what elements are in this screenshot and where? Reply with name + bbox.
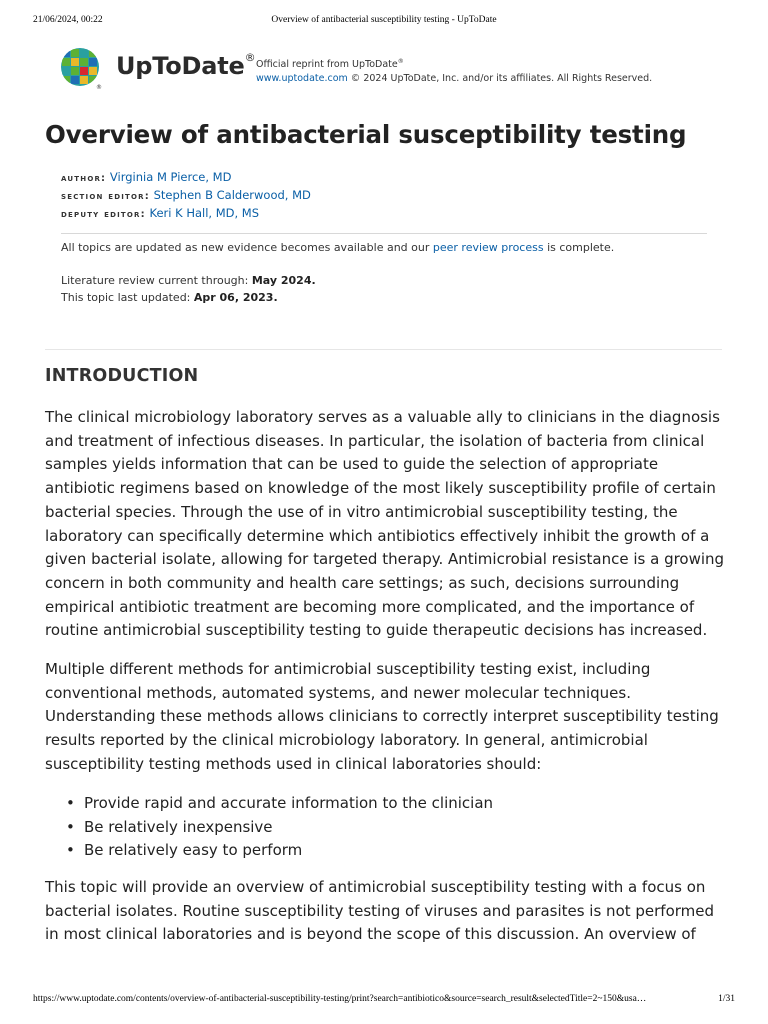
author-row [61,169,311,187]
body-paragraph: This topic will provide an overview of antimicrobial susceptibility testing with a focus on bacterial isolates. Routine susceptibility testing of viruses and parasites is not performed in most clinical laboratories and is beyond the scope of this discussion. An overview of [45,878,715,944]
print-header [0,15,768,29]
author-link[interactable]: Virginia M Pierce, MD [109,170,232,184]
last-updated-date: This topic last updated: Apr 06, 2023. [61,291,278,304]
literature-review-date: Literature review current through: May 2024. [61,274,316,287]
credit-label: deputy editor: [61,209,146,220]
section-editor-row [61,187,311,205]
uptodate-logo-icon [60,47,104,91]
body-paragraph: Multiple different methods for antimicrobial susceptibility testing exist, including conventional methods, automated systems, and newer molecular techniques. Understanding these methods allows clinicians to correctly interpret susceptibility testing results reported by the clinical microbiology laboratory. In general, antimicrobial susceptibility testing methods used in clinical laboratories should: [45,660,719,773]
topic-credits [61,169,311,223]
topic-dates [61,272,316,306]
list-item: • Provide rapid and accurate information to the clinician [64,792,493,816]
section-editor-link[interactable]: Stephen B Calderwood, MD [153,188,311,202]
print-page-title: Overview of antibacterial susceptibility testing - UpToDate [271,15,497,25]
body-paragraph: The clinical microbiology laboratory serves as a valuable ally to clinicians in the diagnosis and treatment of infectious diseases. In particular, the isolation of bacteria from clinical samples yields information that can be used to guide the selection of appropriate antibiotic regimens based on knowledge of the most likely susceptibility profile of certain bacterial species. Through the use of in vitro antimicrobial susceptibility testing, the laboratory can specifically determine which antibiotics effectively inhibit the growth of a given bacterial isolate, allowing for targeted therapy. Antimicrobial resistance is a growing concern in both community and health care settings; as such, decisions surrounding empirical antibiotic treatment are becoming more complicated, and the importance of routine antimicrobial susceptibility testing to guide therapeutic decisions has increased. [45,408,725,640]
uptodate-site-link[interactable]: www.uptodate.com [256,73,348,85]
print-url: https://www.uptodate.com/contents/overview-of-antibacterial-susceptibility-testing/print?search=antibiotico&source=search_result&selectedTitle=2~150&usa… [33,994,647,1004]
list-item: • Be relatively inexpensive [64,816,493,840]
credit-label: author: [61,173,107,184]
divider [61,233,707,234]
deputy-editor-link[interactable]: Keri K Hall, MD, MS [149,206,260,220]
peer-review-link[interactable]: peer review process [432,241,544,254]
reprint-notice [256,55,652,86]
divider [45,349,722,350]
print-footer [0,994,768,1008]
list-item: • Be relatively easy to perform [64,839,493,863]
section-heading: INTRODUCTION [45,366,199,386]
page-number: 1/31 [718,994,735,1004]
registered-mark: ® [244,51,256,64]
credit-label: section editor: [61,191,150,202]
page-title: Overview of antibacterial susceptibility testing [45,120,687,149]
brand-name: UpToDate® [116,51,256,80]
copyright-line: www.uptodate.com © 2024 UpToDate, Inc. and/or its affiliates. All Rights Reserved. [256,73,653,85]
print-datetime: 21/06/2024, 00:22 [33,15,103,25]
svg-text:®: ® [96,84,102,91]
reprint-line: Official reprint from UpToDate® [256,58,404,71]
review-note: All topics are updated as new evidence becomes available and our peer review process is complete. [61,241,615,254]
deputy-editor-row [61,205,311,223]
criteria-list [64,792,493,863]
